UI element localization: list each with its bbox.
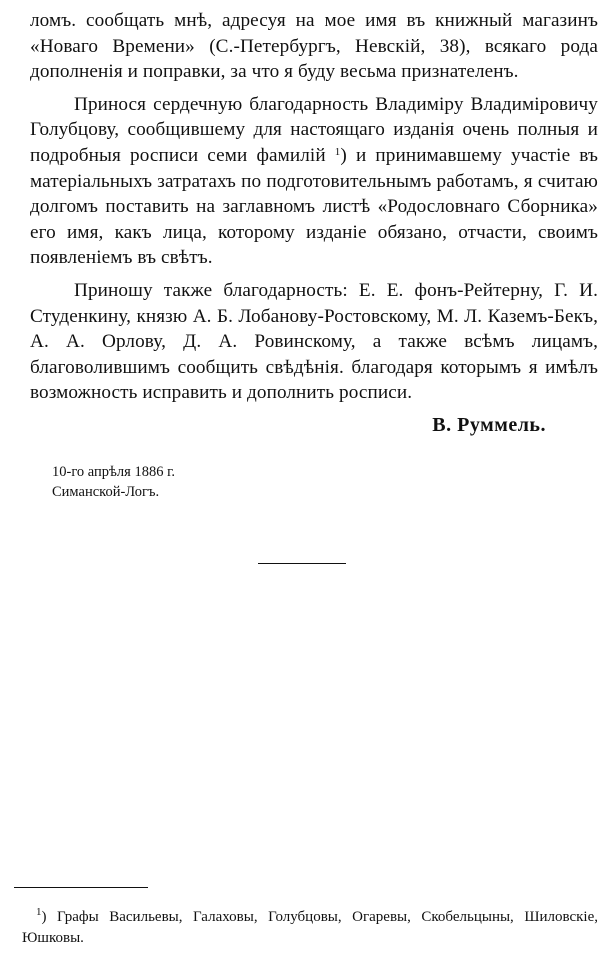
paragraph-1: ломъ. сообщать мнѣ, адресуя на мое имя въ книжный магазинъ «Новаго Времени» (С.-Петербургъ, Невскій, 38), всякаго рода дополненія и поправки, за что я буду весьма признателенъ. xyxy=(30,10,598,83)
place-line: Симанской-Логъ. xyxy=(52,484,160,500)
footnote-text: ) Графы Васильевы, Галаховы, Голубцовы, Огаревы, Скобельцыны, Шиловскіе, Юшковы. xyxy=(22,909,598,946)
paragraph-2 xyxy=(30,92,598,271)
footnote-mark: 1 xyxy=(36,906,42,918)
author-signature: В. Руммель. xyxy=(432,414,546,436)
paragraph-2-text-end: ) и принимавшему участіе въ матеріальныхъ затратахъ по подготовительнымъ работамъ, я считаю долгомъ поставить на заглавномъ листѣ «Родословнаго Сборника» его имя, какъ лица, которому изданіе обязано, отчасти, своимъ появленіемъ въ свѣтъ. xyxy=(30,144,598,269)
main-text-block xyxy=(30,8,598,406)
date-line: 10-го апрѣля 1886 г. xyxy=(52,464,176,480)
date-place-block xyxy=(52,462,175,502)
paragraph-3: Приношу также благодарность: Е. Е. фонъ-Рейтерну, Г. И. Студенкину, князю А. Б. Лобанову-Ростовскому, М. Л. Каземъ-Бекъ, А. А. Орлову, Д. А. Ровинскому, а также всѣмъ лицамъ, благоволившимъ сообщить свѣдѣнія. благодаря которымъ я имѣлъ возможность исправить и дополнить росписи. xyxy=(30,279,598,404)
footnote-divider xyxy=(14,887,148,888)
paragraph-2-text-start: Принося сердечную благодарность Владиміру Владиміровичу Голубцову, сообщившему для настоящаго изданія очень полныя и подробныя росписи семи фамилій xyxy=(30,93,598,166)
section-divider xyxy=(258,563,346,564)
footnote-reference: 1 xyxy=(334,145,341,158)
footnote xyxy=(22,907,598,949)
